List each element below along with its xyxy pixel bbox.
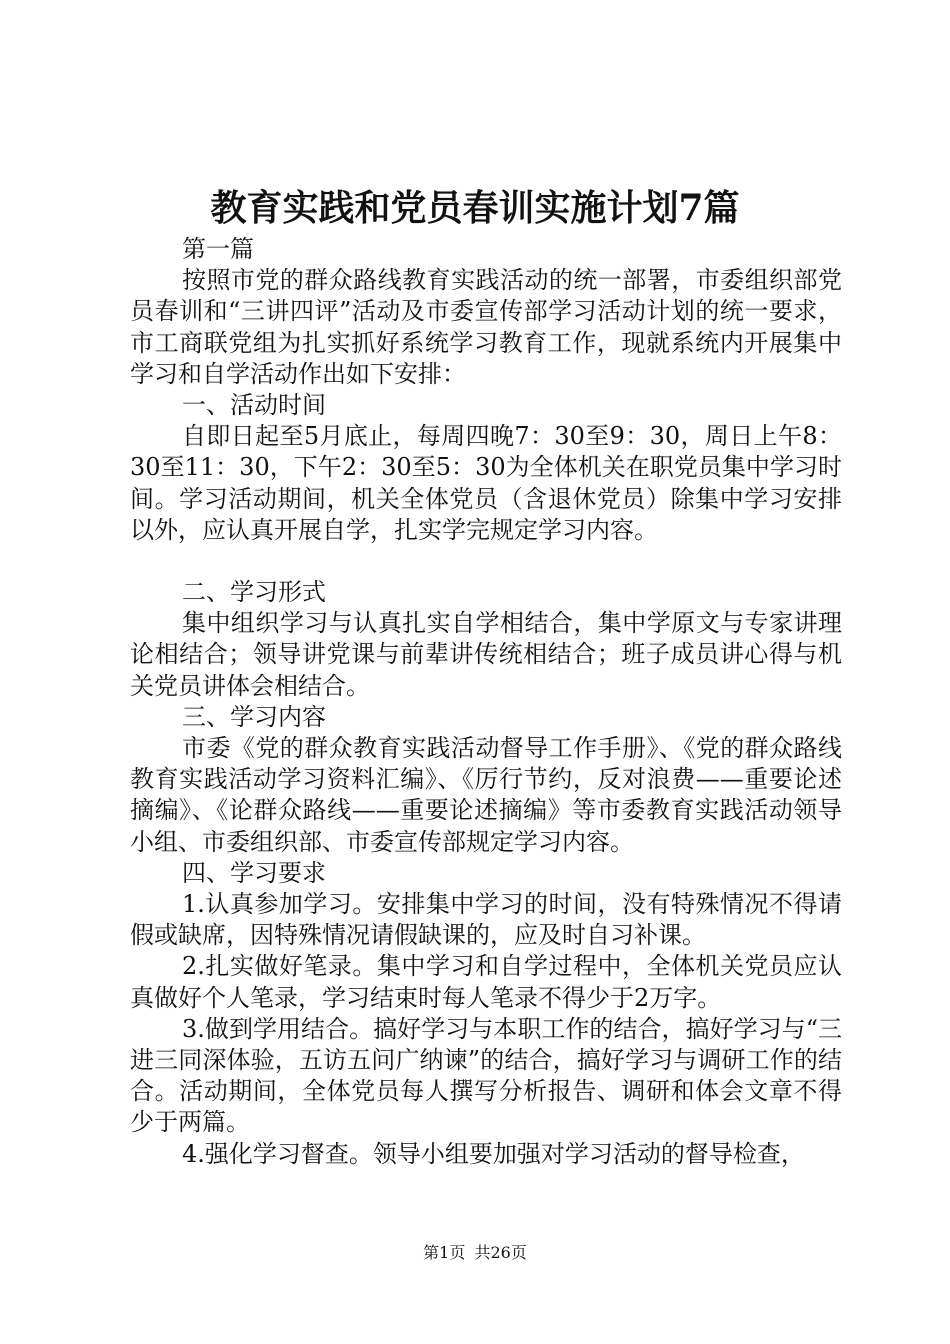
list-item: 2.扎实做好笔录。集中学习和自学过程中，全体机关党员应认真做好个人笔录，学习结束时每人笔录不得少于2万字。 — [130, 952, 842, 1012]
list-item: 4.强化学习督查。领导小组要加强对学习活动的督导检查， — [182, 1139, 805, 1168]
page-footer — [0, 1242, 950, 1264]
page-total: 共26页 — [474, 1243, 527, 1262]
list-item: 1.认真参加学习。安排集中学习的时间，没有特殊情况不得请假或缺席，因特殊情况请假缺课的，应及时自习补课。 — [130, 890, 842, 950]
section-heading: 四、学习要求 — [182, 858, 326, 887]
section-heading: 二、学习形式 — [182, 578, 326, 607]
page-number: 第1页 — [423, 1243, 466, 1262]
section-heading: 一、活动时间 — [182, 391, 326, 420]
document-title: 教育实践和党员春训实施计划7篇 — [210, 187, 740, 229]
body-paragraph: 市委《党的群众教育实践活动督导工作手册》、《党的群众路线教育实践活动学习资料汇编》、《厉行节约，反对浪费——重要论述摘编》、《论群众路线——重要论述摘编》等市委教育实践活动领导小组、市委组织部、市委宣传部规定学习内容。 — [130, 734, 842, 856]
section-heading: 第一篇 — [182, 235, 254, 263]
section-heading: 三、学习内容 — [182, 702, 326, 731]
body-paragraph: 按照市党的群众路线教育实践活动的统一部署，市委组织部党员春训和“三讲四评”活动及市委宣传部学习活动计划的统一要求，市工商联党组为扎实抓好系统学习教育工作，现就系统内开展集中学习和自学活动作出如下安排： — [130, 266, 842, 388]
body-paragraph: 自即日起至5月底止，每周四晚7：30至9：30，周日上午8：30至11：30，下午2：30至5：30为全体机关在职党员集中学习时间。学习活动期间，机关全体党员（含退休党员）除集中学习安排以外，应认真开展自学，扎实学完规定学习内容。 — [130, 422, 842, 544]
document-body — [130, 234, 842, 1170]
body-paragraph: 集中组织学习与认真扎实自学相结合，集中学原文与专家讲理论相结合；领导讲党课与前辈讲传统相结合；班子成员讲心得与机关党员讲体会相结合。 — [130, 609, 842, 700]
paragraph-spacer — [130, 546, 842, 577]
list-item: 3.做到学用结合。搞好学习与本职工作的结合，搞好学习与“三进三同深体验，五访五问广纳谏”的结合，搞好学习与调研工作的结合。活动期间，全体党员每人撰写分析报告、调研和体会文章不得少于两篇。 — [130, 1014, 842, 1137]
